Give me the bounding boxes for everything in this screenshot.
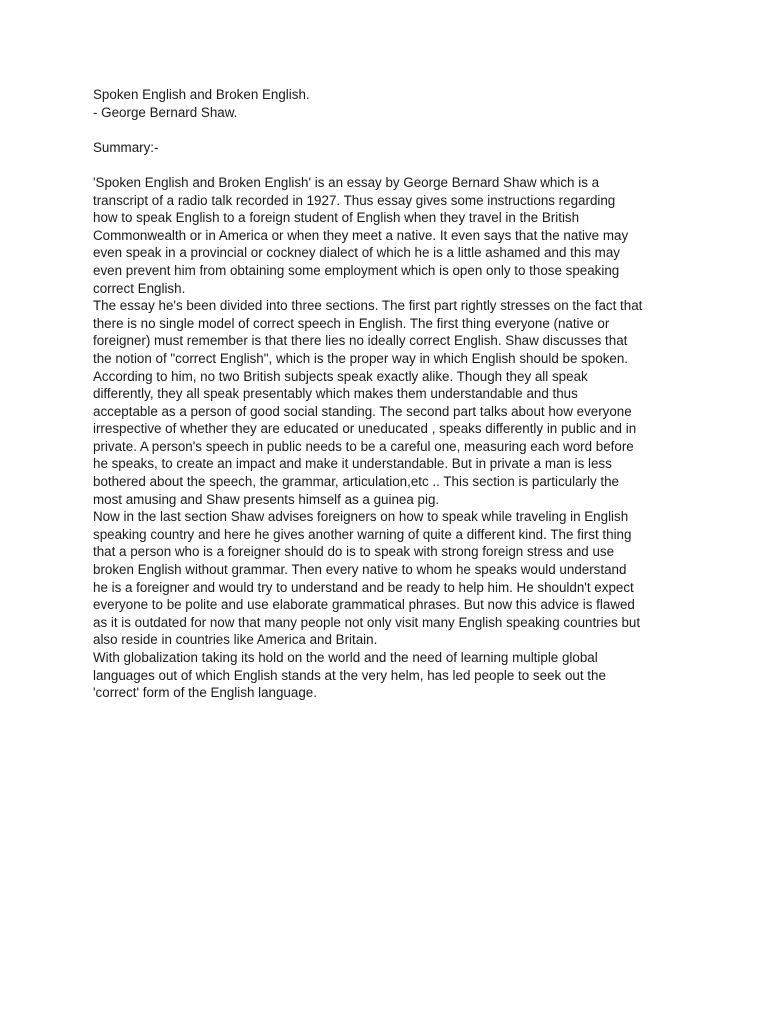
- paragraph-line: 'correct' form of the English language.: [93, 685, 317, 701]
- paragraph-line: he is a foreigner and would try to understand and be ready to help him. He shouldn't expect: [93, 579, 634, 595]
- summary-heading: Summary:-: [93, 139, 159, 155]
- paragraph-line: foreigner) must remember is that there lies no ideally correct English. Shaw discusses that: [93, 333, 628, 349]
- paragraph-line: everyone to be polite and use elaborate grammatical phrases. But now this advice is flawed: [93, 597, 635, 613]
- paragraph-1: [93, 174, 683, 297]
- paragraph-line: even speak in a provincial or cockney dialect of which he is a little ashamed and this may: [93, 245, 620, 261]
- paragraph-line: 'Spoken English and Broken English' is an essay by George Bernard Shaw which is a: [93, 174, 600, 190]
- paragraph-line: With globalization taking its hold on the world and the need of learning multiple global: [93, 650, 598, 665]
- paragraph-4: [93, 649, 683, 702]
- paragraph-line: The essay he's been divided into three sections. The first part rightly stresses on the fact that: [93, 298, 643, 314]
- paragraph-line: correct English.: [93, 280, 186, 296]
- paragraph-line: most amusing and Shaw presents himself as a guinea pig.: [93, 491, 440, 507]
- paragraph-line: differently, they all speak presentably which makes them understandable and thus: [93, 386, 578, 402]
- paragraph-line: as it is outdated for now that many people not only visit many English speaking countries but: [93, 614, 641, 630]
- paragraph-line: also reside in countries like America and Britain.: [93, 632, 378, 648]
- paragraph-line: broken English without grammar. Then every native to whom he speaks would understand: [93, 562, 627, 578]
- paragraph-line: Now in the last section Shaw advises foreigners on how to speak while traveling in English: [93, 509, 629, 525]
- blank-line: [93, 121, 683, 139]
- document-author: - George Bernard Shaw.: [93, 104, 238, 120]
- paragraph-line: speaking country and here he gives another warning of quite a different kind. The first thing: [93, 526, 632, 542]
- paragraph-line: languages out of which English stands at the very helm, has led people to seek out the: [93, 667, 606, 683]
- document-title: Spoken English and Broken English.: [93, 87, 310, 102]
- paragraph-line: bothered about the speech, the grammar, articulation,etc .. This section is particularly the: [93, 474, 619, 490]
- paragraph-line: According to him, no two British subjects speak exactly alike. Though they all speak: [93, 368, 588, 384]
- paragraph-line: he speaks, to create an impact and make it understandable. But in private a man is less: [93, 456, 612, 472]
- document-body: [93, 86, 683, 702]
- paragraph-line: acceptable as a person of good social standing. The second part talks about how everyone: [93, 403, 632, 419]
- paragraph-line: the notion of "correct English", which is the proper way in which English should be spoken.: [93, 350, 629, 366]
- paragraph-line: Commonwealth or in America or when they meet a native. It even says that the native may: [93, 227, 629, 243]
- paragraph-line: there is no single model of correct speech in English. The first thing everyone (native or: [93, 315, 610, 331]
- paragraph-3: [93, 508, 683, 649]
- blank-line: [93, 156, 683, 174]
- paragraph-line: even prevent him from obtaining some employment which is open only to those speaking: [93, 262, 620, 278]
- paragraph-line: that a person who is a foreigner should do is to speak with strong foreign stress and use: [93, 544, 615, 560]
- paragraph-line: how to speak English to a foreign student of English when they travel in the British: [93, 210, 580, 226]
- paragraph-line: private. A person's speech in public needs to be a careful one, measuring each word before: [93, 438, 634, 454]
- paragraph-line: irrespective of whether they are educated or uneducated , speaks differently in public and in: [93, 421, 637, 437]
- paragraph-line: transcript of a radio talk recorded in 1927. Thus essay gives some instructions regarding: [93, 192, 616, 208]
- paragraph-2: [93, 297, 683, 508]
